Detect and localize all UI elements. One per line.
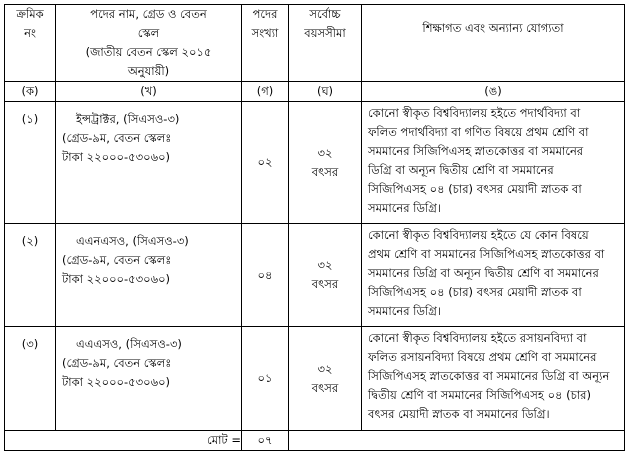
total-empty bbox=[289, 431, 625, 451]
age-line: ৩২ bbox=[317, 258, 333, 272]
row-post bbox=[56, 102, 242, 224]
header-count-line: সংখ্যা bbox=[251, 26, 279, 40]
row-age bbox=[289, 102, 362, 224]
post-line: টাকা ২২০০০-৫৩০৬০) bbox=[62, 150, 171, 164]
qualification-line: কোনো স্বীকৃত বিশ্ববিদ্যালয় হইতে যে কোন বিষয়ে bbox=[368, 228, 589, 242]
row-serial: (২) bbox=[5, 224, 56, 327]
age-line: ৩২ bbox=[317, 145, 333, 160]
table-row bbox=[5, 102, 625, 224]
qualification-line: সিজিপিএসহ ০৪ (চার) বৎসর মেয়াদী স্নাতক বা bbox=[368, 182, 582, 196]
qualification-line: সিজিপিএসহ ০৪ (চার) বৎসর মেয়াদী স্নাতক বা bbox=[368, 285, 582, 299]
row-age bbox=[289, 224, 362, 327]
age-line: বৎসর bbox=[311, 380, 339, 395]
post-line: এএএসও, (সিএসও-৩) bbox=[76, 337, 182, 351]
qualification-table bbox=[4, 4, 625, 451]
row-qualification bbox=[362, 327, 625, 431]
header-post-line: (জাতীয় বেতন স্কেল ২০১৫ bbox=[85, 45, 212, 59]
header-serial-line: নং bbox=[24, 26, 36, 40]
qualification-line: ডিগ্রি বা অন্যূন দ্বিতীয় শ্রেণি বা সমমানের bbox=[368, 163, 554, 177]
row-age bbox=[289, 327, 362, 431]
row-qualification bbox=[362, 102, 625, 224]
header-serial-line: ক্রমিক bbox=[16, 7, 44, 21]
qualification-line: সমমানের ডিগ্রি। bbox=[368, 304, 441, 318]
post-line: (গ্রেড-৯ম, বেতন স্কেলঃ bbox=[62, 131, 172, 145]
header-age-line: বয়সসীমা bbox=[304, 26, 346, 40]
post-line: টাকা ২২০০০-৫৩০৬০) bbox=[62, 375, 171, 389]
column-letter-row bbox=[5, 82, 625, 102]
row-serial: (১) bbox=[5, 102, 56, 224]
qualification-line: ফলিত রসায়নবিদ্যা বিষয়ে প্রথম শ্রেণি বা সমমানের bbox=[368, 350, 597, 364]
column-letter: (ঙ) bbox=[362, 82, 625, 102]
qualification-line: প্রথম শ্রেণি বা সমমানের সিজিপিএসহ স্নাতকোত্তর বা bbox=[368, 247, 605, 261]
column-letter: (ক) bbox=[5, 82, 56, 102]
header-qualification-text: শিক্ষাগত এবং অন্যান্য যোগ্যতা bbox=[422, 21, 564, 35]
column-letter: (ঘ) bbox=[289, 82, 362, 102]
header-row bbox=[5, 5, 625, 82]
header-post-line: পদের নাম, গ্রেড ও বেতন bbox=[90, 7, 207, 21]
header-post-line: স্কেল bbox=[137, 26, 160, 40]
table-row bbox=[5, 327, 625, 431]
post-line: টাকা ২২০০০-৫৩০৬০) bbox=[62, 272, 171, 286]
column-letter: (খ) bbox=[56, 82, 242, 102]
column-letter: (গ) bbox=[242, 82, 289, 102]
qualification-line: দ্বিতীয় শ্রেণি বা সমমানের সিজিপিএসহ ০৪ (চার) bbox=[368, 388, 591, 402]
header-post-line: অনুযায়ী) bbox=[127, 64, 170, 78]
row-serial: (৩) bbox=[5, 327, 56, 431]
row-post bbox=[56, 327, 242, 431]
qualification-line: সমমানের ডিগ্রি। bbox=[368, 201, 441, 215]
row-count: ০২ bbox=[242, 102, 289, 224]
row-count: ০১ bbox=[242, 327, 289, 431]
header-age bbox=[289, 5, 362, 82]
qualification-line: সিজিপিএসহ স্নাতকোত্তর বা সমমানের ডিগ্রি বা অন্যূন bbox=[368, 369, 610, 383]
qualification-line: বৎসর মেয়াদী স্নাতক বা সমমানের ডিগ্রি। bbox=[368, 407, 550, 421]
post-line: (গ্রেড-৯ম, বেতন স্কেলঃ bbox=[62, 253, 172, 267]
header-serial bbox=[5, 5, 56, 82]
header-count bbox=[242, 5, 289, 82]
qualification-line: কোনো স্বীকৃত বিশ্ববিদ্যালয় হইতে রসায়নবিদ্যা বা bbox=[368, 331, 587, 345]
post-line: (গ্রেড-৯ম, বেতন স্কেলঃ bbox=[62, 356, 172, 370]
total-row bbox=[5, 431, 625, 451]
qualification-line: ফলিত পদার্থবিদ্যা বা গণিত বিষয়ে প্রথম শ্রেণি বা bbox=[368, 125, 589, 139]
header-count-line: পদের bbox=[252, 7, 278, 21]
header-age-line: সর্বোচ্চ bbox=[309, 7, 341, 21]
post-line: ইন্সট্রাক্টর, (সিএসও-৩) bbox=[76, 112, 180, 126]
qualification-line: সমমানের ডিগ্রি বা অন্যূন দ্বিতীয় শ্রেণি বা সমমানের bbox=[368, 266, 599, 280]
header-qualification bbox=[362, 5, 625, 82]
age-line: ৩২ bbox=[317, 361, 333, 376]
table-row bbox=[5, 224, 625, 327]
header-post bbox=[56, 5, 242, 82]
age-line: বৎসর bbox=[311, 277, 339, 291]
age-line: বৎসর bbox=[311, 164, 339, 179]
qualification-line: কোনো স্বীকৃত বিশ্ববিদ্যালয় হইতে পদার্থবিদ্যা বা bbox=[368, 106, 581, 120]
total-value: ০৭ bbox=[242, 431, 289, 451]
qualification-line: সমমানের সিজিপিএসহ স্নাতকোত্তর বা সমমানের bbox=[368, 144, 584, 158]
row-post bbox=[56, 224, 242, 327]
total-label: মোট = bbox=[5, 431, 242, 451]
post-line: এএনএসও, (সিএসও-৩) bbox=[76, 234, 189, 248]
row-qualification bbox=[362, 224, 625, 327]
row-count: ০৪ bbox=[242, 224, 289, 327]
